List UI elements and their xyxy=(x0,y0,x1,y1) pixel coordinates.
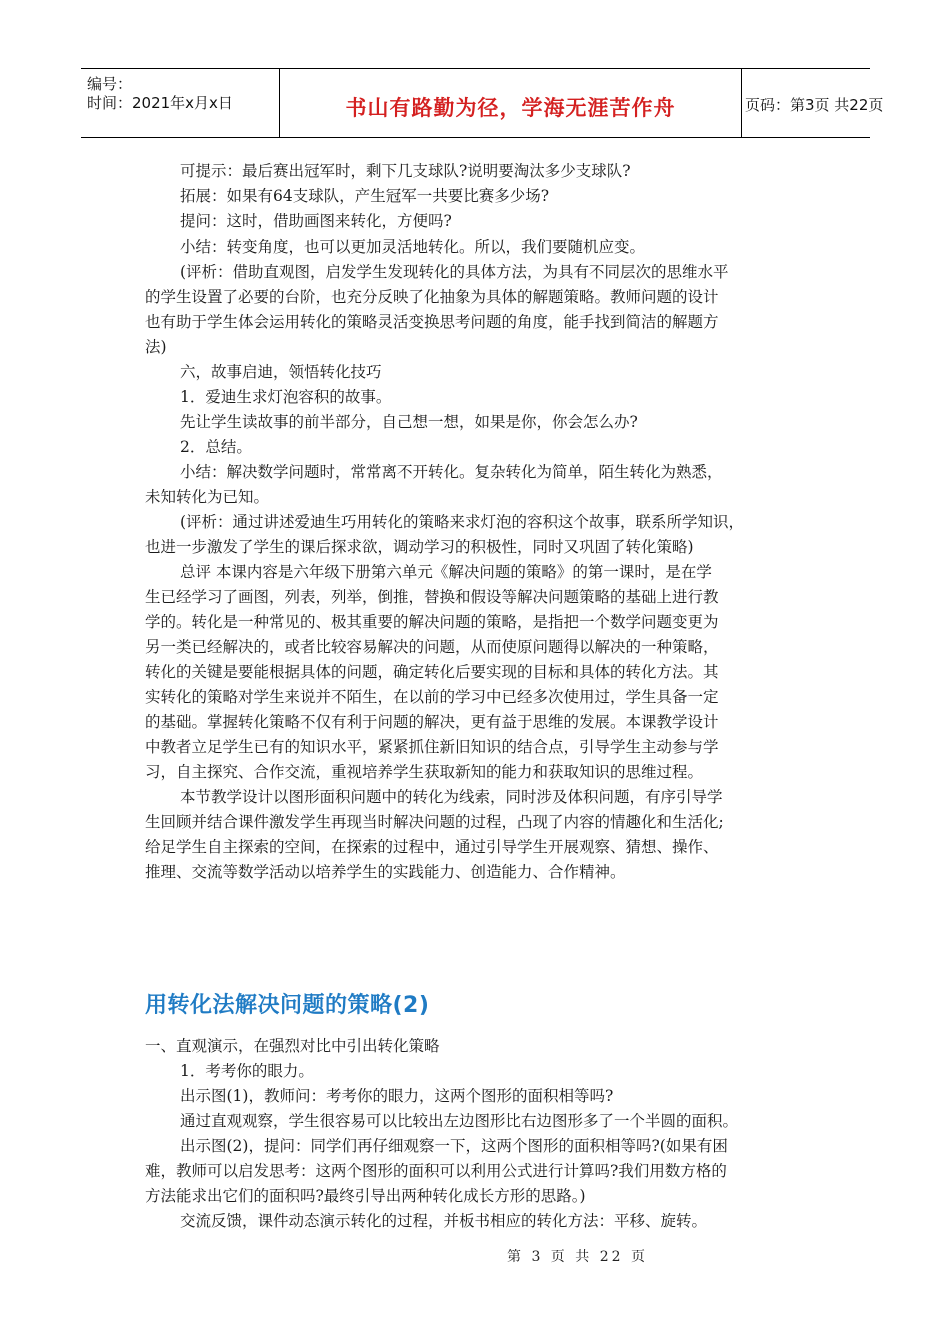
page-footer xyxy=(0,1246,950,1266)
section-line: 交流反馈，课件动态演示转化的过程，并板书相应的转化方法：平移、旋转。 xyxy=(180,1212,708,1230)
body-line: 推理、交流等数学活动以培养学生的实践能力、创造能力、合作精神。 xyxy=(145,863,626,881)
footer-page-number: 第 3 页 共 22 页 xyxy=(507,1249,648,1265)
body-line: 先让学生读故事的前半部分，自己想一想，如果是你，你会怎么办? xyxy=(180,413,638,431)
section-line: 出示图(1)，教师问：考考你的眼力，这两个图形的面积相等吗? xyxy=(180,1087,614,1105)
section-heading: 用转化法解决问题的策略(2) xyxy=(145,993,430,1018)
body-line: 也进一步激发了学生的课后探求欲，调动学习的积极性，同时又巩固了转化策略) xyxy=(145,538,694,556)
body-line: 的学生设置了必要的台阶，也充分反映了化抽象为具体的解题策略。教师问题的设计 xyxy=(145,288,719,306)
body-line: 中教者立足学生已有的知识水平，紧紧抓住新旧知识的结合点，引导学生主动参与学 xyxy=(145,738,719,756)
document-date: 时间：2021年x月x日 xyxy=(87,94,233,112)
body-line: 六，故事启迪，领悟转化技巧 xyxy=(180,363,382,381)
body-line: 生回顾并结合课件激发学生再现当时解决问题的过程，凸现了内容的情趣化和生活化; xyxy=(145,813,724,831)
body-line: 小结：解决数学问题时，常常离不开转化。复杂转化为简单，陌生转化为熟悉， xyxy=(180,463,723,481)
body-line: 可提示：最后赛出冠军时，剩下几支球队?说明要淘汰多少支球队? xyxy=(180,162,631,180)
body-line: 2．总结。 xyxy=(180,438,252,456)
body-line: 拓展：如果有64支球队，产生冠军一共要比赛多少场? xyxy=(180,187,550,205)
body-line: 总评 本课内容是六年级下册第六单元《解决问题的策略》的第一课时，是在学 xyxy=(180,563,712,581)
body-line: 小结：转变角度，也可以更加灵活地转化。所以，我们要随机应变。 xyxy=(180,238,646,256)
body-line: 学的。转化是一种常见的、极其重要的解决问题的策略，是指把一个数学问题变更为 xyxy=(145,613,719,631)
section-line: 通过直观观察，学生很容易可以比较出左边图形比右边图形多了一个半圆的面积。 xyxy=(180,1112,739,1130)
section-line: 一、直观演示，在强烈对比中引出转化策略 xyxy=(145,1037,440,1055)
body-line: 1．爱迪生求灯泡容积的故事。 xyxy=(180,388,392,406)
body-line: 实转化的策略对学生来说并不陌生，在以前的学习中已经多次使用过，学生具备一定 xyxy=(145,688,719,706)
section-line: 难，教师可以启发思考：这两个图形的面积可以利用公式进行计算吗?我们用数方格的 xyxy=(145,1162,727,1180)
section-line: 方法能求出它们的面积吗?最终引导出两种转化成长方形的思路。) xyxy=(145,1187,586,1205)
header-meta-cell xyxy=(81,69,279,137)
body-line: 未知转化为已知。 xyxy=(145,488,270,506)
body-line: 另一类已经解决的，或者比较容易解决的问题，从而使原问题得以解决的一种策略， xyxy=(145,638,719,656)
header-motto-cell xyxy=(279,69,742,137)
header-page-code: 页码：第3页 共22页 xyxy=(745,96,884,114)
body-line: 转化的关键是要能根据具体的问题，确定转化后要实现的目标和具体的转化方法。其 xyxy=(145,663,719,681)
body-line: 本节教学设计以图形面积问题中的转化为线索，同时涉及体积问题，有序引导学 xyxy=(180,788,723,806)
header-motto: 书山有路勤为径，学海无涯苦作舟 xyxy=(345,96,676,120)
body-line: 的基础。掌握转化策略不仅有利于问题的解决，更有益于思维的发展。本课教学设计 xyxy=(145,713,719,731)
page-header xyxy=(81,68,884,138)
body-line: (评析：通过讲述爱迪生巧用转化的策略来求灯泡的容积这个故事，联系所学知识， xyxy=(180,513,745,531)
body-line: 也有助于学生体会运用转化的策略灵活变换思考问题的角度，能手找到简洁的解题方 xyxy=(145,313,719,331)
body-line: (评析：借助直观图，启发学生发现转化的具体方法，为具有不同层次的思维水平 xyxy=(180,263,729,281)
body-line: 生已经学习了画图，列表，列举，倒推，替换和假设等解决问题策略的基础上进行教 xyxy=(145,588,719,606)
body-line: 给足学生自主探索的空间，在探索的过程中，通过引导学生开展观察、猜想、操作、 xyxy=(145,838,719,856)
body-line: 习，自主探究、合作交流，重视培养学生获取新知的能力和获取知识的思维过程。 xyxy=(145,763,704,781)
section-line: 出示图(2)，提问：同学们再仔细观察一下，这两个图形的面积相等吗?(如果有困 xyxy=(180,1137,728,1155)
body-line: 法) xyxy=(145,338,167,356)
body-line: 提问：这时，借助画图来转化，方便吗? xyxy=(180,212,452,230)
section-line: 1．考考你的眼力。 xyxy=(180,1062,314,1080)
header-page-cell xyxy=(741,69,884,137)
document-number-label: 编号： xyxy=(87,75,133,93)
